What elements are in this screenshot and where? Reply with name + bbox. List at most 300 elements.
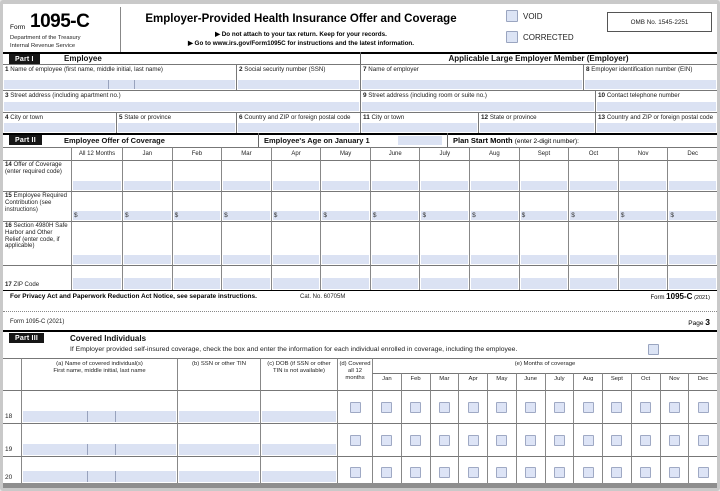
field-employer-zip [595,112,717,133]
instruction-line-2: ▶ Go to www.irs.gov/Form1095C for instructions and the latest information. [187,40,415,47]
field-number: 7 [363,66,367,73]
contribution-cell [71,191,122,221]
field-label: Employer identification number (EIN) [591,66,693,73]
col-header-dob: (c) DOB (if SSN or other TIN is not available) [260,358,337,390]
footer-form-number: 1095-C [666,292,693,301]
covered-ssn-cell [177,423,260,456]
safe-harbor-cell [320,221,370,265]
row-label-text: Employee Required Contribution (see instructions) [5,192,68,213]
covered-dob-input[interactable] [262,444,336,455]
month-coverage-checkbox[interactable] [583,467,594,478]
field-label: City or town [371,114,405,121]
contribution-input[interactable] [669,211,716,220]
zip-cell [320,265,370,290]
month-coverage-checkbox[interactable] [525,435,536,446]
covered-ssn-input[interactable] [179,444,259,455]
offer-code-cell [71,160,122,191]
field-label: State or province [124,114,172,121]
safe-harbor-input[interactable] [471,255,518,264]
safe-harbor-input[interactable] [570,255,617,264]
month-coverage-checkbox[interactable] [468,467,479,478]
month-coverage-checkbox[interactable] [525,467,536,478]
zip-cell [271,265,321,290]
month-cell [573,423,602,456]
zip-input[interactable] [570,278,617,289]
zip-input[interactable] [174,278,221,289]
field-label: Name of employer [368,66,419,73]
dollar-sign: $ [571,211,575,219]
field-number: 4 [5,114,9,121]
month-cell [602,390,631,423]
month-cell [660,390,689,423]
field-employee-name [3,64,236,90]
safe-harbor-input[interactable] [620,255,667,264]
field-label: City or town [10,114,43,121]
covered-ssn-input[interactable] [179,471,259,482]
month-cell [688,390,717,423]
offer-code-input[interactable] [421,181,468,190]
footer-rule [3,290,717,291]
safe-harbor-input[interactable] [669,255,716,264]
part1-badge: Part I [9,54,40,64]
safe-harbor-cell [519,221,569,265]
row14-label [3,160,71,191]
month-coverage-checkbox[interactable] [583,402,594,413]
offer-code-cell [370,160,420,191]
agency-line-1: Department of the Treasury [10,35,81,41]
row-label-text: ZIP Code [13,281,40,288]
covered-dob-cell [260,423,337,456]
contribution-input[interactable] [372,211,419,220]
dollar-sign: $ [521,211,526,219]
month-cell [458,390,487,423]
employer-zip-input[interactable] [597,123,716,132]
month-coverage-checkbox[interactable] [496,435,507,446]
dollar-sign: $ [472,211,476,219]
contribution-input[interactable] [521,211,568,220]
offer-code-cell [519,160,569,191]
month-cell [372,390,401,423]
contribution-input[interactable] [421,211,468,220]
part3-badge: Part III [9,333,44,343]
safe-harbor-input[interactable] [223,255,270,264]
contribution-input[interactable] [322,211,369,220]
name-divider [115,411,116,422]
dollar-sign: $ [273,211,278,219]
contribution-input[interactable] [223,211,270,220]
month-cell [430,390,459,423]
month-cell [401,423,430,456]
row17-label [3,265,71,290]
safe-harbor-cell [172,221,222,265]
offer-code-cell [320,160,370,191]
month-coverage-checkbox[interactable] [698,435,709,446]
offer-code-input[interactable] [73,181,121,190]
instruction-line-1: ▶ Do not attach to your tax return. Keep for your records. [215,31,387,38]
contribution-input[interactable] [273,211,320,220]
month-coverage-checkbox[interactable] [410,402,421,413]
covered-name-cell [21,390,177,423]
offer-code-input[interactable] [471,181,518,190]
zip-cell [172,265,222,290]
omb-box: OMB No. 1545-2251 [607,12,712,32]
safe-harbor-cell [221,221,271,265]
field-label: Contact telephone number [606,92,680,99]
contribution-cell [568,191,618,221]
form-title: Employer-Provided Health Insurance Offer and Coverage [145,13,457,25]
field-employee-street [3,90,360,112]
employer-city-input[interactable] [362,123,477,132]
zip-input[interactable] [273,278,320,289]
employee-city-input[interactable] [4,123,115,132]
form-number: 1095-C [30,11,90,32]
offer-code-cell [172,160,222,191]
catalog-number: Cat. No. 60705M [300,294,346,300]
month-cell [631,390,660,423]
month-cell [401,390,430,423]
field-number: 6 [239,114,243,121]
field-ssn [236,64,360,90]
safe-harbor-cell [667,221,717,265]
row-number: 20 [5,474,13,481]
field-number: 1 [5,66,9,73]
month-cell [487,390,516,423]
page3-page-indicator [688,317,710,327]
field-employer-city [360,112,478,133]
contribution-input[interactable] [124,211,171,220]
month-coverage-checkbox[interactable] [640,467,651,478]
month-cell [545,423,574,456]
part3-subtitle: If Employer provided self-insured coverage, check the box and enter the information for each individual enrolled in coverage, including the employee. [70,346,518,353]
month-coverage-checkbox[interactable] [611,467,622,478]
month-header: Feb [401,373,430,390]
safe-harbor-cell [271,221,321,265]
month-coverage-checkbox[interactable] [468,435,479,446]
month-cell [516,390,545,423]
row16-label [3,221,71,265]
offer-code-input[interactable] [174,181,221,190]
month-coverage-checkbox[interactable] [496,402,507,413]
plan-start-month-label [453,136,579,145]
safe-harbor-cell [71,221,122,265]
zip-input[interactable] [73,278,121,289]
void-checkbox[interactable] [506,10,518,22]
part2-heading: Employee Offer of Coverage [64,136,165,145]
contribution-input[interactable] [620,211,667,220]
safe-harbor-cell [568,221,618,265]
field-number: 9 [363,92,367,99]
employer-state-input[interactable] [480,123,594,132]
offer-code-cell [419,160,469,191]
corrected-label: CORRECTED [523,33,574,42]
month-coverage-checkbox[interactable] [698,402,709,413]
field-employer-state [478,112,595,133]
zip-cell [618,265,668,290]
field-number: 11 [363,114,370,121]
zip-input[interactable] [620,278,667,289]
safe-harbor-input[interactable] [421,255,468,264]
month-cell [516,423,545,456]
month-cell [688,423,717,456]
contribution-cell [519,191,569,221]
safe-harbor-input[interactable] [521,255,568,264]
safe-harbor-cell [122,221,172,265]
covered-dob-input[interactable] [262,411,336,422]
row-number: 17 [5,281,12,288]
name-divider [87,444,88,455]
zip-cell [122,265,172,290]
row-number: 19 [5,446,13,453]
month-coverage-checkbox[interactable] [381,467,392,478]
offer-code-input[interactable] [669,181,716,190]
safe-harbor-input[interactable] [73,255,121,264]
month-coverage-checkbox[interactable] [583,435,594,446]
part2-divider-2 [447,133,448,147]
contribution-cell [221,191,271,221]
part2-top-rule [3,133,717,135]
self-insured-checkbox[interactable] [648,344,659,355]
field-number: 13 [598,114,606,121]
field-number: 8 [586,66,590,73]
field-employee-zip [236,112,360,133]
contribution-input[interactable] [570,211,617,220]
col-d-line1: (d) Covered [339,361,371,367]
part2-header-spacer [3,147,71,160]
column-header: June [370,147,420,160]
row-number: 16 [5,222,12,229]
offer-code-input[interactable] [521,181,568,190]
month-coverage-checkbox[interactable] [410,435,421,446]
field-contact-phone [595,90,717,112]
name-divider [134,80,135,89]
offer-code-input[interactable] [124,181,171,190]
field-label: Country and ZIP or foreign postal code [606,114,714,121]
month-coverage-checkbox[interactable] [439,435,450,446]
employee-age-input[interactable] [398,136,442,145]
safe-harbor-cell [618,221,668,265]
field-label: State or province [489,114,537,121]
footer-form-year: (2021) [694,295,710,301]
month-cell [372,423,401,456]
page3-form-ref: Form 1095-C (2021) [10,319,65,325]
col-header-covered12 [337,358,372,390]
page-word: Page [688,320,704,327]
month-header: Jan [372,373,401,390]
field-number: 12 [481,114,489,121]
dollar-sign: $ [372,211,377,219]
month-header: June [516,373,545,390]
offer-code-input[interactable] [372,181,419,190]
month-cell [573,390,602,423]
employee-state-input[interactable] [118,123,235,132]
field-number: 10 [598,92,606,99]
field-label: Social security number (SSN) [244,66,326,73]
part2-divider-1 [258,133,259,147]
row-label-text: Offer of Coverage (enter required code) [5,161,62,175]
month-coverage-checkbox[interactable] [698,467,709,478]
safe-harbor-input[interactable] [273,255,320,264]
dollar-sign: $ [224,211,228,219]
month-coverage-checkbox[interactable] [640,435,651,446]
zip-input[interactable] [521,278,568,289]
covered-all12-checkbox[interactable] [350,435,361,446]
part3-header-spacer [3,358,21,390]
contribution-cell [172,191,222,221]
offer-code-cell [568,160,618,191]
month-cell [602,423,631,456]
month-coverage-checkbox[interactable] [640,402,651,413]
month-coverage-checkbox[interactable] [554,467,565,478]
row-label-text: Section 4980H Safe Harbor and Other Relief (enter code, if applicable) [5,222,68,250]
field-label: Street address (including apartment no.) [10,92,121,99]
month-coverage-checkbox[interactable] [381,435,392,446]
contribution-input[interactable] [471,211,518,220]
safe-harbor-input[interactable] [174,255,221,264]
safe-harbor-cell [469,221,519,265]
page-number: 3 [705,317,710,327]
covered-name-input[interactable] [23,444,176,455]
field-label: Name of employee (first name, middle initial, last name) [10,66,163,73]
row-number-cell [3,390,21,423]
row-number: 18 [5,413,13,420]
contribution-cell [370,191,420,221]
field-employer-name [360,64,583,90]
month-coverage-checkbox[interactable] [669,467,680,478]
covered-ssn-input[interactable] [179,411,259,422]
month-cell [545,390,574,423]
contribution-input[interactable] [73,211,121,220]
zip-cell [568,265,618,290]
month-coverage-checkbox[interactable] [525,402,536,413]
month-coverage-checkbox[interactable] [410,467,421,478]
employee-street-input[interactable] [4,102,359,111]
employer-street-input[interactable] [362,102,594,111]
month-cell [487,423,516,456]
row-number: 14 [5,161,12,168]
safe-harbor-input[interactable] [124,255,171,264]
month-coverage-checkbox[interactable] [439,402,450,413]
part2-table [3,147,717,290]
offer-code-input[interactable] [322,181,369,190]
month-coverage-checkbox[interactable] [496,467,507,478]
employee-ssn-input[interactable] [238,80,359,89]
privacy-notice: For Privacy Act and Paperwork Reduction Act Notice, see separate instructions. [10,293,257,300]
safe-harbor-input[interactable] [322,255,369,264]
corrected-checkbox[interactable] [506,31,518,43]
column-header: May [320,147,370,160]
zip-cell [221,265,271,290]
zip-cell [370,265,420,290]
footer-form-word: Form [650,295,665,301]
covered-all12-checkbox[interactable] [350,467,361,478]
month-coverage-checkbox[interactable] [669,402,680,413]
col-d-line2: all 12 months [345,368,365,382]
header-divider [120,7,121,52]
safe-harbor-cell [370,221,420,265]
employer-ein-input[interactable] [585,80,716,89]
offer-code-cell [618,160,668,191]
covered-name-input[interactable] [23,471,176,482]
month-header: Mar [430,373,459,390]
month-cell [631,423,660,456]
zip-input[interactable] [223,278,270,289]
page-separator [3,311,717,312]
employer-name-input[interactable] [362,80,582,89]
zip-input[interactable] [322,278,369,289]
column-header: Sept [519,147,569,160]
covered-all12-checkbox[interactable] [350,402,361,413]
offer-code-input[interactable] [620,181,667,190]
safe-harbor-input[interactable] [372,255,419,264]
covered-name-input[interactable] [23,411,176,422]
field-label: Street address (including room or suite no.) [368,92,487,99]
contribution-cell [320,191,370,221]
employee-zip-input[interactable] [238,123,359,132]
plan-start-month-note: (enter 2-digit number): [514,138,579,145]
contact-phone-input[interactable] [597,102,716,111]
zip-cell [469,265,519,290]
safe-harbor-cell [419,221,469,265]
offer-code-input[interactable] [223,181,270,190]
offer-code-cell [221,160,271,191]
month-coverage-checkbox[interactable] [554,435,565,446]
month-coverage-checkbox[interactable] [669,435,680,446]
covered-all12-cell [337,423,372,456]
zip-input[interactable] [124,278,171,289]
agency-line-2: Internal Revenue Service [10,43,76,49]
month-coverage-checkbox[interactable] [554,402,565,413]
month-header: Dec [688,373,717,390]
covered-dob-input[interactable] [262,471,336,482]
dollar-sign: $ [620,211,625,219]
covered-all12-cell [337,390,372,423]
col-header-months-of-coverage: (e) Months of coverage [372,358,717,373]
month-header: July [545,373,574,390]
row15-label [3,191,71,221]
zip-input[interactable] [421,278,468,289]
column-header: Jan [122,147,172,160]
contribution-input[interactable] [174,211,221,220]
part3-table [3,358,717,487]
offer-code-input[interactable] [570,181,617,190]
form-word: Form [10,24,26,31]
employee-name-input[interactable] [4,80,235,89]
month-coverage-checkbox[interactable] [439,467,450,478]
month-header: Nov [660,373,689,390]
column-header: Feb [172,147,222,160]
zip-input[interactable] [669,278,716,289]
zip-input[interactable] [471,278,518,289]
col-header-ssn: (b) SSN or other TIN [177,358,260,390]
col-a-line2: First name, middle initial, last name [53,368,146,375]
offer-code-input[interactable] [273,181,320,190]
month-coverage-checkbox[interactable] [611,402,622,413]
month-coverage-checkbox[interactable] [381,402,392,413]
field-number: 3 [5,92,9,99]
name-divider [108,80,109,89]
month-coverage-checkbox[interactable] [468,402,479,413]
name-divider [115,444,116,455]
zip-input[interactable] [372,278,419,289]
month-coverage-checkbox[interactable] [611,435,622,446]
column-header: Nov [618,147,668,160]
dollar-sign: $ [422,211,427,219]
field-label: Country and ZIP or foreign postal code [244,114,351,121]
dollar-sign: $ [323,211,327,219]
month-cell [430,423,459,456]
field-employee-city [3,112,116,133]
zip-cell [519,265,569,290]
